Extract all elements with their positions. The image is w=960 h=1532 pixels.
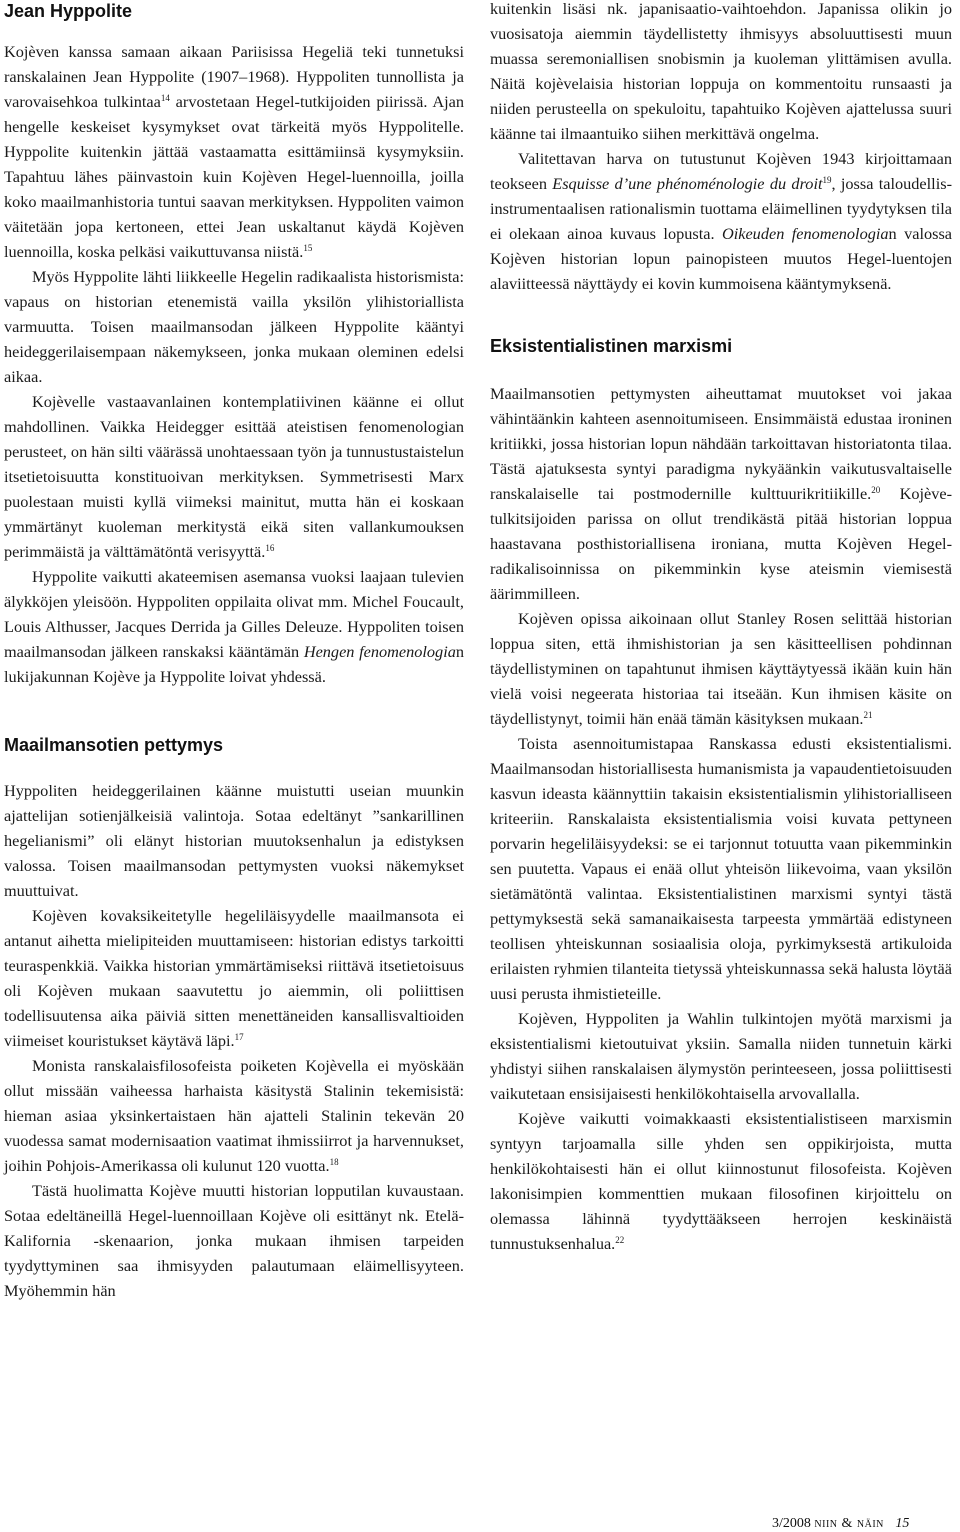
paragraph: Kojèven, Hyppoliten ja Wahlin tulkintojen myötä marxismi ja eksistentialismi kietoutuivat yksiin. Samalla niiden tunnetuin kärki yhdistyi siihen ranskalaisen älymystön perinteeseen, jossa poliittisesti vaikutetaan ensisijaisesti henkilökohtaisella arvovallalla. — [490, 1009, 952, 1103]
paragraph: Kojèven opissa aikoinaan ollut Stanley Rosen selittää historian loppua siten, että ihmishistorian ja sen käsitteellisen pohdinnan täydellistyminen on tapahtunut ihmisen käyttäytyessä ikään kuin hän vielä voisi negeerata historiaa tai itseään. Kun ihmisen käsite on täydellistynyt, toimii hän enää tämän käsityksen mukaan.$^{21}$ — [490, 609, 952, 728]
footnote-ref: 16 — [265, 543, 275, 553]
page-number: 15 — [895, 1516, 910, 1531]
paragraph: Valitettavan harva on tutustunut Kojèven 1943 kirjoittamaan teokseen Esquisse d’une phénoménologie du droit$^{19}$, jossa taloudellis-instrumentaalisen rationalismin tuottama eläimellinen tyydytyksen tila ei olekaan ainoa kuvaus lopusta. Oikeuden fenomenologian valossa Kojèven historian lopun painopisteen muutos Hegel-luentojen alaviitteessä näyttäydy ei kovin kummoisena kääntymyksenä. — [490, 149, 953, 293]
paragraph: kuitenkin lisäsi nk. japanisaatio-vaihtoehdon. Japanissa olikin jo vuosisatoja aiemmin täydellistetty ihmisyys absoluuttisesti muun muassa seremoniallisen snobismin ja kuoleman ylittämisen avulla. Näitä kojèvelaisia historian loppuja on kommentoitu runsaasti ja niiden perusteella on spekuloitu, tapahtuiko Kojèven ajattelussa suuri käänne tai ilmaantuiko siihen merkittävä ongelma. — [490, 0, 952, 143]
section-heading-maailmansotien-pettymys: Maailmansotien pettymys — [4, 735, 224, 755]
paragraph: Monista ranskalaisfilosofeista poiketen Kojèvella ei myöskään ollut missään vaiheessa harhaista käsitystä Stalinin tekemisistä: hieman asiaa yksinkertaistaen hän ajatteli Stalinin tekevän 20 vuodessa samat modernisaation vaatimat ihmissiirrot ja harvennukset, joihin Pohjois-Amerikassa oli kulunut 120 vuotta.$^{18}$ — [4, 1056, 464, 1175]
paragraph: Hyppoliten heideggerilainen käänne muistutti useian muunkin ajattelijan sotienjälkeisiä valintoja. Sotaa edeltänyt ”sankarillinen hegelianismi” oli elänyt historian muutoksenhalun ja edistyksen valossa. Toisen maailmansodan pettymysten vuoksi näkemykset muuttuivat. — [4, 781, 464, 900]
section-heading-jean-hyppolite: Jean Hyppolite — [4, 1, 133, 21]
footnote-ref: 15 — [303, 243, 313, 253]
footnote-ref: 18 — [329, 1157, 339, 1167]
paragraph: Kojève vaikutti voimakkaasti eksistentialistiseen marxismin syntyyn tarjoamalla sille yhden sen oppikirjoista, mutta henkilökohtaisesti hän ei ollut kiinnostunut filosofeista. Kojèven lakonisimpien kommenttien mukaan filosofinen kirjoittelu on olemassa lähinnä tyydyttääkseen herrojen keskinäistä tunnustuksenhalua.$^{22}$ — [490, 1109, 952, 1253]
footnote-ref: 20 — [871, 485, 881, 495]
footnote-ref: 21 — [863, 710, 873, 720]
paragraph: Hyppolite vaikutti akateemisen asemansa vuoksi laajaan tulevien älykköjen yleisöön. Hyppoliten oppilaita olivat mm. Michel Foucault, Louis Althusser, Jacques Derrida ja Gilles Deleuze. Hyppoliten toisen maailmansodan jälkeen ranskaksi kääntämän Hengen fenomenologian lukijakunnan Kojève ja Hyppolite loivat yhdessä. — [4, 567, 465, 686]
paragraph: Myös Hyppolite lähti liikkeelle Hegelin radikaalista historismista: vapaus on historian etenemistä vailla yksilön ylihistoriallista varmuutta. Toisen maailmansodan jälkeen Hyppolite kääntyi heideggerilaisempaan näkemykseen, jonka mukaan oleminen edelsi aikaa. — [4, 267, 464, 386]
paragraph: Kojèven kovaksikeitetylle hegeliläisyydelle maailmansota ei antanut aihetta mielipiteiden muuttamiseen: historian edistys tarkoitti teuraspenkkiä. Vaikka historian ymmärtämiseksi riittävä itsetietoisuus oli Kojèven mukaan saavutettu jo aiemmin, oli poliittisen todellisuutensa aika päiviä sitten menettäneiden kansallisvaltioiden viimeiset kouristukset käytävä läpi.$^{17}$ — [4, 906, 464, 1050]
paragraph: Maailmansotien pettymysten aiheuttamat muutokset voi jakaa vähintäänkin kahteen asennoitumiseen. Ensimmäistä edustaa ironinen kritiikki, jossa historian lopun nähdään tarkoittavan historiatonta tilaa. Tästä ajatuksesta syntyi paradigma nykyäänkin vaikutusvaltaiselle ranskalaiselle tai postmodernille kulttuurikritiikille.$^{20}$ Kojève-tulkitsijoiden parissa on ollut trendikästä pitää historian loppua haastavana posthistoriallisena ironiana, mutta Kojèven Hegel-radikalisoinnissa on pikemminkin kyse ateismin viemisestä äärimmilleen. — [490, 384, 953, 603]
section-heading-eksistentialistinen-marxismi: Eksistentialistinen marxismi — [490, 336, 733, 356]
paragraph: Kojèven kanssa samaan aikaan Pariisissa Hegeliä teki tunnetuksi ranskalainen Jean Hyppolite (1907–1968). Hyppoliten tunnollista ja varovaisehkoa tulkintaa$^{14}$ arvostetaan Hegel-tutkijoiden piirissä. Ajan hengelle keskeiset kysymykset ovat tärkeitä myös Hyppolitelle. Hyppolite kuitenkin jättää vastaamatta esittämiinsä kysymyksiin. Tapahtuu lähes päinvastoin kuin Kojèven Hegel-luennoilla, joilla koko maailmanhistoria tuntui saavan merkityksen. Hyppoliten vaimon väitetään jopa kertoneen, ettei Jean uskaltanut käydä Kojèven luennoilla, koska pelkäsi vaikuttuvansa niistä.$^{15}$ — [4, 42, 465, 261]
paragraph: Tästä huolimatta Kojève muutti historian lopputilan kuvaustaan. Sotaa edeltäneillä Hegel-luennoillaan Kojève oli esittänyt nk. Etelä-Kalifornia -skenaarion, jonka mukaan ihmisen tarpeiden tyydyttyminen saa ihmisyyden palautumaan eläimellisyyteen. Myöhemmin hän — [4, 1181, 464, 1300]
paragraph: Kojèvelle vastaavanlainen kontemplatiivinen käänne ei ollut mahdollinen. Vaikka Heidegger esittää ateistisen fenomenologian perusteet, on hän silti väärässä unohtaessaan työn ja tunnustustaistelun itsetietoisuutta konstituoivan merkityksen. Symmetrisesti Marx puolestaan muisti kyllä viimeksi mainitut, mutta hän ei koskaan ymmärtänyt kuoleman merkitystä eikä siten vallankumouksen perimmäistä ja välttämätöntä verisyyttä.$^{16}$ — [4, 392, 464, 561]
footnote-ref: 14 — [160, 93, 170, 103]
issue-number: 3/2008 — [772, 1516, 811, 1531]
paragraph: Toista asennoitumistapaa Ranskassa edusti eksistentialismi. Maailmansodan historiallisesta humanismista ja vapaudentietoisuuden kasvun ideasta käännyttiin takaisin eksistentialismin ylihistorialliseen kriteeriin. Ranskalaista eksistentialismia voisi kuvata pettyneen porvarin hegeliläisyydeksi: se ei tarjonnut totuutta vaan pikemminkin sen puutetta. Vapaus ei enää ollut yhteisön liikevoima, vaan yksilön sietämätöntä valintaa. Eksistentialistinen marxismi syntyi tästä pettymyksestä sekä samanaikaisesta tarpeesta ymmärtää edistyneen teollisen yhteiskunnan sosiaalisia oloja, pyrkimyksestä artikuloida erilaisten ryhmien tilanteita tietyssä yhteiskunnassa sekä halusta löytää uusi perusta ihmistieteille. — [490, 734, 952, 1003]
left-column — [4, 0, 464, 1303]
footnote-ref: 22 — [615, 1235, 625, 1245]
footnote-ref: 17 — [234, 1032, 244, 1042]
footnote-ref: 19 — [822, 175, 832, 185]
right-column — [490, 0, 952, 1256]
page-footer — [772, 1516, 909, 1532]
magazine-name: niin & näin — [814, 1516, 884, 1531]
